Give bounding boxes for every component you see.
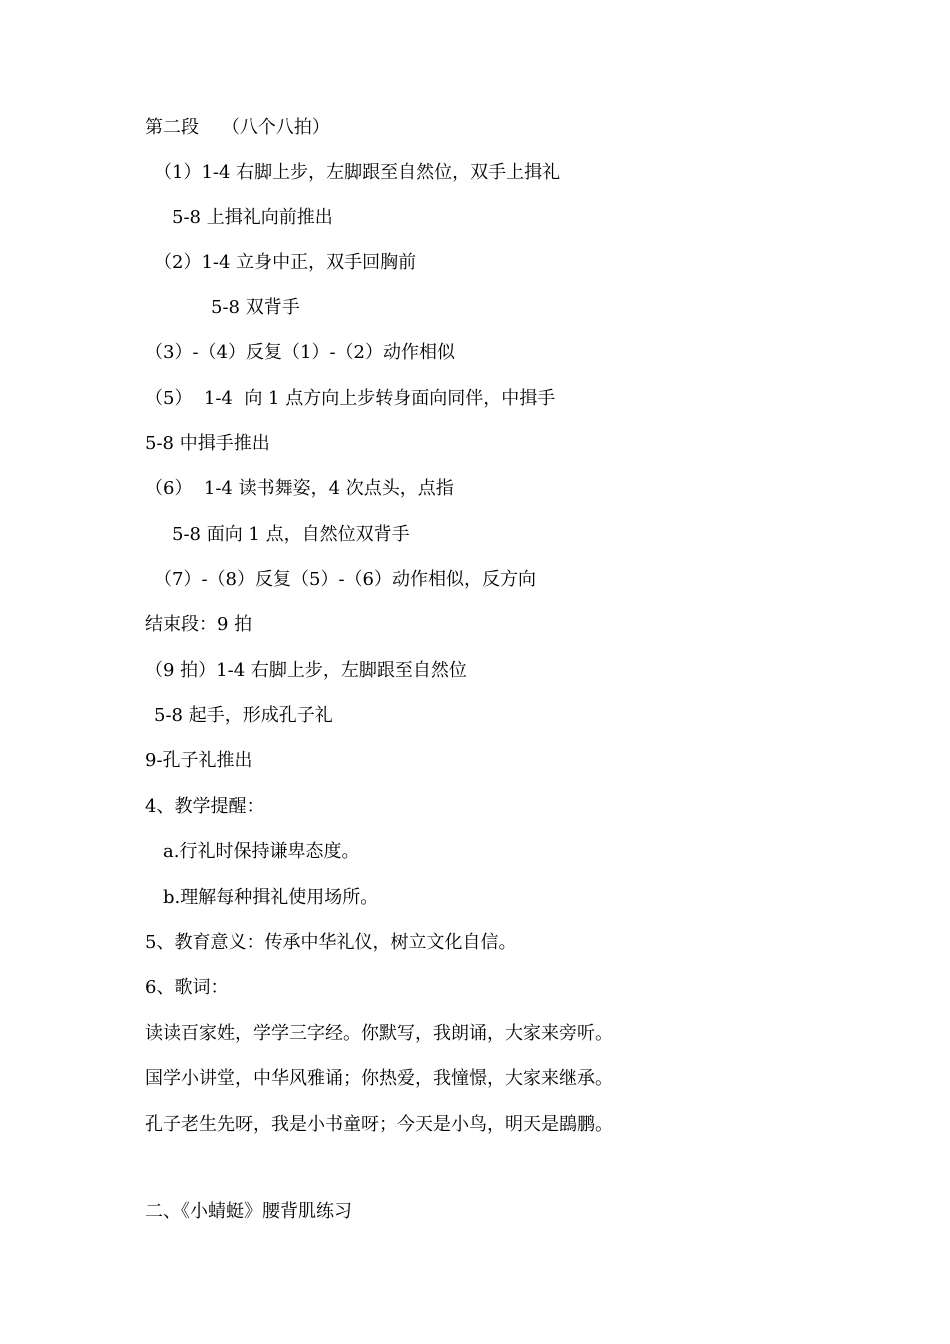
- step-line: （2）1-4 立身中正，双手回胸前: [154, 252, 417, 273]
- section-heading-part-two: 第二段 （八个八拍）: [145, 117, 330, 138]
- section-heading-lyrics: 6、歌词：: [145, 977, 229, 998]
- step-line: （1）1-4 右脚上步，左脚跟至自然位，双手上揖礼: [154, 162, 561, 183]
- step-line: 5-8 双背手: [211, 297, 300, 318]
- lyrics-line: 国学小讲堂，中华风雅诵；你热爱，我憧憬，大家来继承。: [145, 1068, 613, 1089]
- step-line: 5-8 中揖手推出: [145, 433, 270, 454]
- step-line: （5） 1-4 向 1 点方向上步转身面向同伴，中揖手: [145, 388, 556, 409]
- step-line: 5-8 面向 1 点，自然位双背手: [172, 524, 410, 545]
- section-heading-dragonfly-exercise: 二、《小蜻蜓》腰背肌练习: [145, 1201, 352, 1222]
- step-line: （9 拍）1-4 右脚上步，左脚跟至自然位: [145, 660, 467, 681]
- lyrics-line: 孔子老生先呀，我是小书童呀；今天是小鸟，明天是鵾鹏。: [145, 1114, 613, 1135]
- tip-item: b.理解每种揖礼使用场所。: [163, 887, 379, 908]
- section-heading-significance: 5、教育意义：传承中华礼仪，树立文化自信。: [145, 932, 517, 953]
- step-line: （3）-（4）反复（1）-（2）动作相似: [145, 342, 455, 363]
- lyrics-line: 读读百家姓，学学三字经。你默写，我朗诵，大家来旁听。: [145, 1023, 613, 1044]
- step-line: （6） 1-4 读书舞姿，4 次点头，点指: [145, 478, 454, 499]
- step-line: 5-8 上揖礼向前推出: [172, 207, 333, 228]
- tip-item: a.行礼时保持谦卑态度。: [163, 841, 360, 862]
- step-line: 5-8 起手，形成孔子礼: [154, 705, 333, 726]
- section-heading-teaching-tips: 4、教学提醒：: [145, 796, 265, 817]
- section-heading-ending: 结束段：9 拍: [145, 614, 253, 635]
- step-line: （7）-（8）反复（5）-（6）动作相似，反方向: [154, 569, 536, 590]
- step-line: 9-孔子礼推出: [145, 750, 253, 771]
